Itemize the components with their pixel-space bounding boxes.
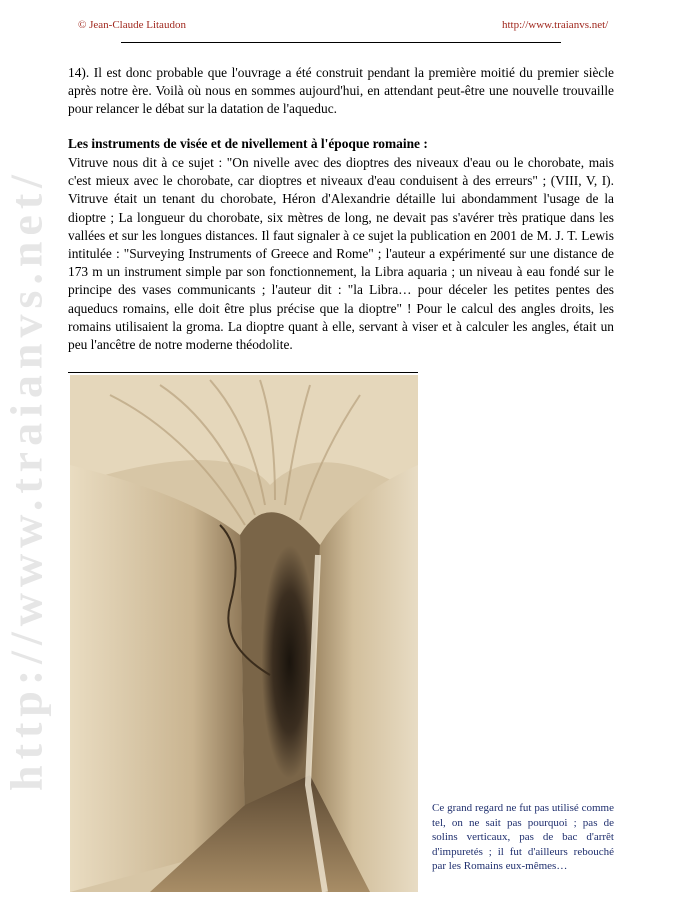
figure-caption: Ce grand regard ne fut pas utilisé comme tel, on ne sait pas pourquoi ; pas de solins verticaux, pas de bac d'arrêt d'impuretés ; il fut d'ailleurs rebouché par les Romains eux-mêmes… (432, 802, 614, 872)
watermark-text: http://www.traianvs.net/ (0, 169, 52, 791)
figure-divider (68, 372, 418, 373)
side-watermark (0, 60, 52, 900)
tunnel-illustration (70, 375, 418, 892)
aqueduct-tunnel-photo (70, 375, 418, 892)
section-paragraph: Vitruve nous dit à ce sujet : "On nivelle avec des dioptres des niveaux d'eau ou le chorobate, mais c'est mieux avec le chorobate, car dioptres et niveaux d'eau conduisent à des erreurs" ; (VIII, V, I). Vitruve était un tenant du chorobate, Héron d'Alexandrie détaille lui abondamment l'usage de la dioptre ; La longueur du chorobate, six mètres de long, ne devait pas s'avérer très pratique dans les vallées et sur les longues distances. Il faut signaler à ce sujet la publication en 2001 de M. J. T. Lewis intitulée : "Surveying Instruments of Greece and Rome" ; l'auteur a expérimenté sur une distance de 173 m un instrument simple par son fonctionnement, la Libra aquaria ; un niveau à eau fondé sur le principe des vases communicants ; l'auteur dit : "la Libra… pour déceler les petites pentes des aqueducs romains, elle doit être plus précise que la dioptre" ! Pour le calcul des angles droits, les romains utilisaient la groma. La dioptre quant à elle, servant à viser et à calculer les angles, était un peu l'ancêtre de notre moderne théodolite. (68, 155, 614, 353)
header-url[interactable]: http://www.traianvs.net/ (502, 19, 609, 31)
header-author: © Jean-Claude Litaudon (78, 19, 186, 31)
section-heading: Les instruments de visée et de nivellement à l'époque romaine : (68, 136, 428, 151)
intro-paragraph: 14). Il est donc probable que l'ouvrage a été construit pendant la première moitié du premier siècle après notre ère. Voilà où nous en sommes aujourd'hui, en attendant peut-être une nouvelle trouvaille pour relancer le débat sur la datation de l'aqueduc. (68, 65, 614, 117)
header-divider (121, 42, 561, 43)
